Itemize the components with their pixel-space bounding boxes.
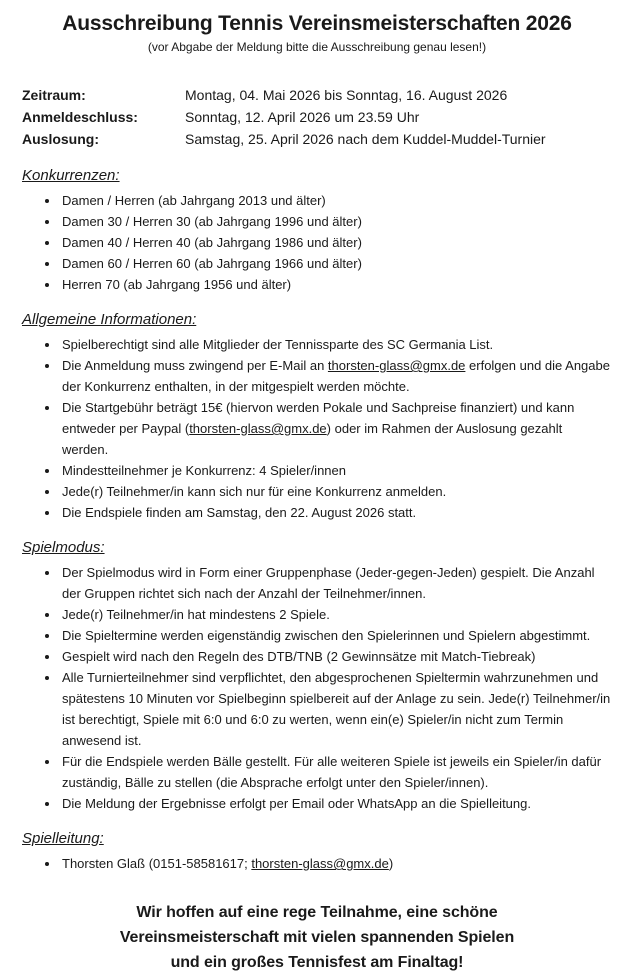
list-item xyxy=(60,232,612,253)
text-segment: Die Startgebühr beträgt 15€ (hiervon werden Pokale und Sachpreise finanziert) und kann entweder per Paypal ( xyxy=(62,400,575,436)
sections xyxy=(22,166,612,874)
bullet-list xyxy=(22,562,612,814)
info-label: Auslosung: xyxy=(22,131,99,147)
text-segment: Jede(r) Teilnehmer/in hat mindestens 2 Spiele. xyxy=(62,607,330,622)
text-segment: Gespielt wird nach den Regeln des DTB/TNB (2 Gewinnsätze mit Match-Tiebreak) xyxy=(62,649,536,664)
text-segment: Damen 30 / Herren 30 (ab Jahrgang 1996 und älter) xyxy=(62,214,362,229)
text-segment: Spielberechtigt sind alle Mitglieder der Tennissparte des SC Germania List. xyxy=(62,337,494,352)
list-item xyxy=(60,334,612,355)
list-item xyxy=(60,625,612,646)
text-segment: erfolgen und die Angabe der Konkurrenz enthalten, in der mitgespielt werden möchte. xyxy=(62,358,610,394)
text-segment: Die Anmeldung muss zwingend per E-Mail an xyxy=(62,358,328,373)
list-item xyxy=(60,460,612,481)
footer xyxy=(22,900,612,975)
list-item xyxy=(60,253,612,274)
page-subtitle: (vor Abgabe der Meldung bitte die Ausschreibung genau lesen!) xyxy=(147,40,487,54)
list-item xyxy=(60,793,612,814)
bullet-list xyxy=(22,853,612,874)
list-item xyxy=(60,604,612,625)
info-row xyxy=(22,106,612,128)
text-segment: Mindestteilnehmer je Konkurrenz: 4 Spieler/innen xyxy=(62,463,346,478)
list-item xyxy=(60,562,612,604)
text-segment: Jede(r) Teilnehmer/in kann sich nur für eine Konkurrenz anmelden. xyxy=(62,484,447,499)
section-allgemeine-informationen xyxy=(22,310,612,523)
text-segment: ) xyxy=(388,856,394,871)
email-link[interactable]: thorsten-glass@gmx.de xyxy=(189,421,327,436)
list-item xyxy=(60,646,612,667)
info-label: Anmeldeschluss: xyxy=(22,109,138,125)
text-segment: Die Spieltermine werden eigenständig zwischen den Spielerinnen und Spielern abgestimmt. xyxy=(62,628,591,643)
footer-line: Vereinsmeisterschaft mit vielen spannenden Spielen xyxy=(119,929,515,946)
text-segment: Damen / Herren (ab Jahrgang 2013 und älter) xyxy=(62,193,326,208)
text-segment: Herren 70 (ab Jahrgang 1956 und älter) xyxy=(62,277,292,292)
list-item xyxy=(60,481,612,502)
list-item xyxy=(60,211,612,232)
email-link[interactable]: thorsten-glass@gmx.de xyxy=(327,358,466,373)
text-segment: Die Endspiele finden am Samstag, den 22. August 2026 statt. xyxy=(62,505,417,520)
text-segment: ) oder im Rahmen der Auslosung gezahlt werden. xyxy=(62,421,563,457)
bullet-list xyxy=(22,334,612,523)
info-table xyxy=(22,84,612,150)
info-value: Samstag, 25. April 2026 nach dem Kuddel-Muddel-Turnier xyxy=(185,131,546,147)
section-konkurrenzen xyxy=(22,166,612,295)
section-heading: Konkurrenzen: xyxy=(22,167,120,184)
text-segment: Alle Turnierteilnehmer sind verpflichtet, den abgesprochenen Spieltermin wahrzunehmen und spätestens 10 Minuten vor Spielbeginn spielbereit auf der Anlage zu sein. Jede(r) Teilnehmer/in ist berechtigt, Spiele mit 6:0 und 6:0 zu werten, wenn ein(e) Spieler/in nicht zum Termin anwesend ist. xyxy=(62,670,611,748)
text-segment: Für die Endspiele werden Bälle gestellt. Für alle weiteren Spiele ist jeweils ein Spieler/in dafür zuständig, Bälle zu stellen (die Absprache erfolgt unter den Spieler/innen). xyxy=(62,754,602,790)
list-item xyxy=(60,190,612,211)
email-link[interactable]: thorsten-glass@gmx.de xyxy=(251,856,389,871)
text-segment: Der Spielmodus wird in Form einer Gruppenphase (Jeder-gegen-Jeden) gespielt. Die Anzahl der Gruppen richtet sich nach der Anzahl der Teilnehmer/innen. xyxy=(62,565,595,601)
section-heading: Spielleitung: xyxy=(22,830,104,847)
list-item xyxy=(60,502,612,523)
info-label: Zeitraum: xyxy=(22,87,86,103)
text-segment: Die Meldung der Ergebnisse erfolgt per Email oder WhatsApp an die Spielleitung. xyxy=(62,796,531,811)
section-heading: Allgemeine Informationen: xyxy=(22,311,197,328)
section-spielleitung xyxy=(22,829,612,874)
footer-line: und ein großes Tennisfest am Finaltag! xyxy=(170,954,464,971)
list-item xyxy=(60,274,612,295)
list-item xyxy=(60,397,612,460)
footer-line: Wir hoffen auf eine rege Teilnahme, eine schöne xyxy=(136,904,498,921)
text-segment: Thorsten Glaß (0151-58581617; xyxy=(62,856,252,871)
info-value: Montag, 04. Mai 2026 bis Sonntag, 16. August 2026 xyxy=(185,87,508,103)
text-segment: Damen 60 / Herren 60 (ab Jahrgang 1966 und älter) xyxy=(62,256,362,271)
info-value: Sonntag, 12. April 2026 um 23.59 Uhr xyxy=(185,109,420,125)
section-heading: Spielmodus: xyxy=(22,539,105,556)
info-row xyxy=(22,128,612,150)
list-item xyxy=(60,853,612,874)
page-title: Ausschreibung Tennis Vereinsmeisterschaften 2026 xyxy=(62,12,572,35)
info-row xyxy=(22,84,612,106)
list-item xyxy=(60,751,612,793)
section-spielmodus xyxy=(22,538,612,814)
list-item xyxy=(60,355,612,397)
list-item xyxy=(60,667,612,751)
text-segment: Damen 40 / Herren 40 (ab Jahrgang 1986 und älter) xyxy=(62,235,362,250)
bullet-list xyxy=(22,190,612,295)
